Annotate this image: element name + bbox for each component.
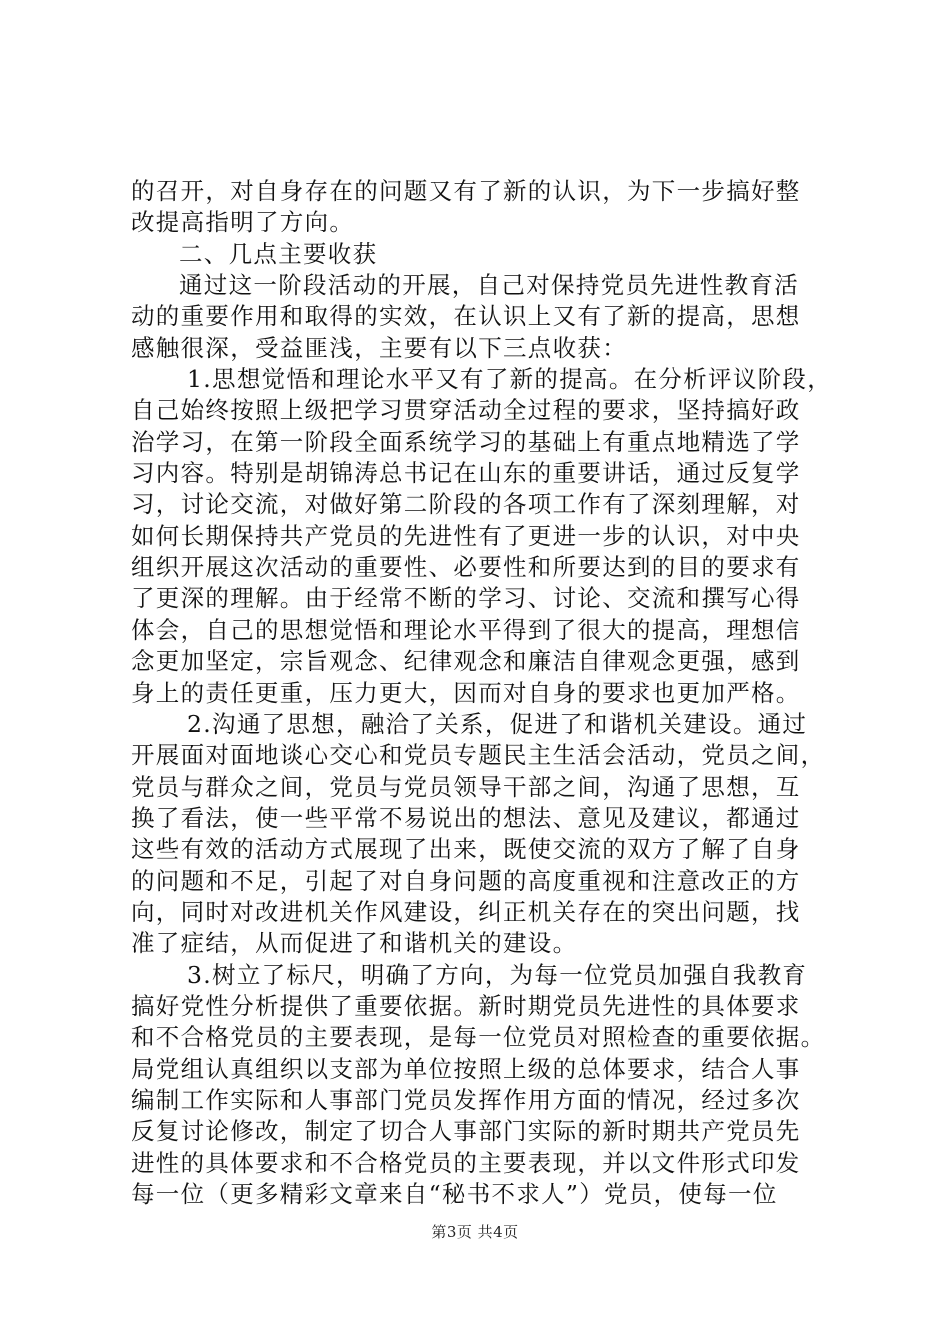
text-line: 这些有效的活动方式展现了出来，既使交流的双方了解了自身 xyxy=(131,835,801,864)
list-item-2-start: 2.沟通了思想，融洽了关系，促进了和谐机关建设。通过 xyxy=(187,709,808,738)
text-line: 的问题和不足，引起了对自身问题的高度重视和注意改正的方 xyxy=(131,866,801,895)
text-line: 了更深的理解。由于经常不断的学习、讨论、交流和撰写心得 xyxy=(131,584,801,613)
paragraph-start: 通过这一阶段活动的开展，自己对保持党员先进性教育活 xyxy=(179,271,799,300)
text-line: 习，讨论交流，对做好第二阶段的各项工作有了深刻理解，对 xyxy=(131,490,801,519)
text-line: 反复讨论修改，制定了切合人事部门实际的新时期共产党员先 xyxy=(131,1117,801,1146)
text-line: 如何长期保持共产党员的先进性有了更进一步的认识，对中央 xyxy=(131,521,801,550)
text-line: 改提高指明了方向。 xyxy=(131,208,355,237)
text-line: 局党组认真组织以支部为单位按照上级的总体要求，结合人事 xyxy=(131,1054,801,1083)
text-line: 向，同时对改进机关作风建设，纠正机关存在的突出问题，找 xyxy=(131,897,801,926)
text-line: 换了看法，使一些平常不易说出的想法、意见及建议，都通过 xyxy=(131,803,801,832)
text-line: 组织开展这次活动的重要性、必要性和所要达到的目的要求有 xyxy=(131,553,801,582)
text-line: 身上的责任更重，压力更大，因而对自身的要求也更加严格。 xyxy=(131,678,801,707)
text-line: 体会，自己的思想觉悟和理论水平得到了很大的提高，理想信 xyxy=(131,615,801,644)
text-line: 念更加坚定，宗旨观念、纪律观念和廉洁自律观念更强，感到 xyxy=(131,647,801,676)
page-number-footer: 第3页 共4页 xyxy=(431,1223,519,1241)
text-line: 习内容。特别是胡锦涛总书记在山东的重要讲话，通过反复学 xyxy=(131,459,801,488)
text-line: 每一位（更多精彩文章来自“秘书不求人”）党员，使每一位 xyxy=(131,1180,778,1208)
text-line: 准了症结，从而促进了和谐机关的建设。 xyxy=(131,929,578,958)
list-item-1-start: 1.思想觉悟和理论水平又有了新的提高。在分析评议阶段， xyxy=(187,365,833,394)
text-line: 搞好党性分析提供了重要依据。新时期党员先进性的具体要求 xyxy=(131,991,801,1020)
text-line: 感触很深，受益匪浅，主要有以下三点收获： xyxy=(131,333,627,362)
text-line: 编制工作实际和人事部门党员发挥作用方面的情况，经过多次 xyxy=(131,1085,801,1114)
text-line: 自己始终按照上级把学习贯穿活动全过程的要求，坚持搞好政 xyxy=(131,396,801,425)
list-item-3-start: 3.树立了标尺，明确了方向，为每一位党员加强自我教育 xyxy=(187,960,808,989)
text-line: 党员与群众之间，党员与党员领导干部之间，沟通了思想，互 xyxy=(131,772,801,801)
text-line: 进性的具体要求和不合格党员的主要表现，并以文件形式印发 xyxy=(131,1148,801,1177)
text-line: 治学习，在第一阶段全面系统学习的基础上有重点地精选了学 xyxy=(131,427,801,456)
section-heading: 二、几点主要收获 xyxy=(179,239,378,268)
text-line: 动的重要作用和取得的实效，在认识上又有了新的提高，思想 xyxy=(131,302,801,331)
text-line: 和不合格党员的主要表现，是每一位党员对照检查的重要依据。 xyxy=(131,1023,826,1052)
text-line: 开展面对面地谈心交心和党员专题民主生活会活动，党员之间， xyxy=(131,741,826,770)
text-line: 的召开，对自身存在的问题又有了新的认识，为下一步搞好整 xyxy=(131,177,801,205)
document-body xyxy=(131,176,831,1210)
